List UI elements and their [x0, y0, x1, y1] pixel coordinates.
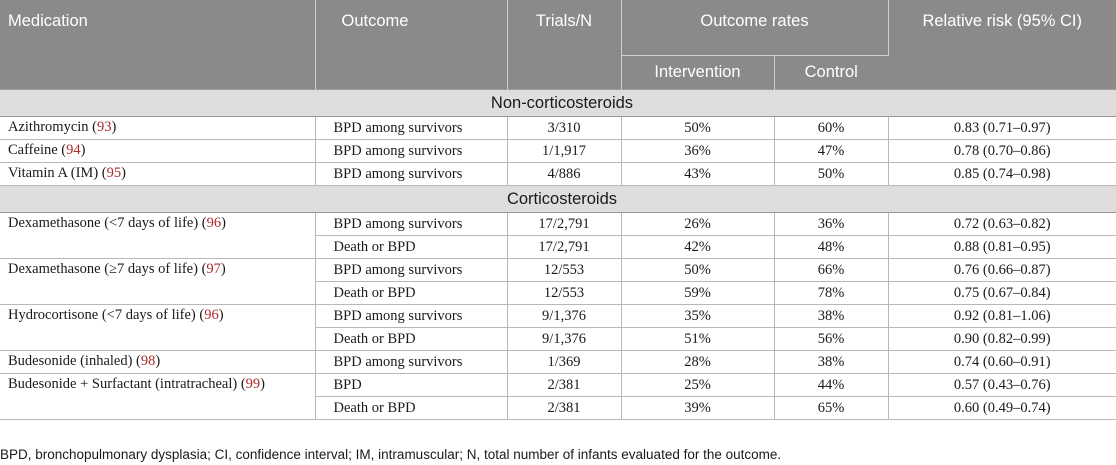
relative-risk-cell: 0.72 (0.63–0.82) [888, 213, 1116, 236]
intervention-cell: 28% [621, 351, 774, 374]
control-cell: 48% [774, 236, 888, 259]
header-control: Control [774, 56, 888, 90]
control-cell: 65% [774, 397, 888, 420]
relative-risk-cell: 0.83 (0.71–0.97) [888, 117, 1116, 140]
section-row [0, 90, 1116, 117]
intervention-cell: 59% [621, 282, 774, 305]
table-row [0, 213, 1116, 236]
trials-cell: 2/381 [507, 397, 621, 420]
intervention-cell: 36% [621, 140, 774, 163]
table-row [0, 117, 1116, 140]
control-cell: 47% [774, 140, 888, 163]
outcome-cell: BPD among survivors [315, 351, 507, 374]
outcome-cell: Death or BPD [315, 236, 507, 259]
reference-link[interactable]: 94 [66, 142, 81, 158]
header-outcome: Outcome [315, 0, 507, 90]
relative-risk-cell: 0.85 (0.74–0.98) [888, 163, 1116, 186]
outcome-cell: Death or BPD [315, 328, 507, 351]
control-cell: 38% [774, 351, 888, 374]
table-row [0, 163, 1116, 186]
medication-cell: Caffeine (94) [0, 140, 315, 163]
table-row [0, 259, 1116, 282]
medication-cell: Hydrocortisone (<7 days of life) (96) [0, 305, 315, 351]
header-intervention: Intervention [621, 56, 774, 90]
reference-link[interactable]: 98 [140, 353, 156, 369]
table-row [0, 305, 1116, 328]
reference-link[interactable]: 99 [245, 376, 261, 392]
control-cell: 38% [774, 305, 888, 328]
section-title: Non-corticosteroids [0, 90, 1116, 117]
reference-link[interactable]: 96 [204, 307, 219, 323]
table-body [0, 90, 1116, 420]
trials-cell: 9/1,376 [507, 328, 621, 351]
trials-cell: 1/369 [507, 351, 621, 374]
relative-risk-cell: 0.78 (0.70–0.86) [888, 140, 1116, 163]
reference-link[interactable]: 93 [97, 119, 112, 135]
trials-cell: 4/886 [507, 163, 621, 186]
relative-risk-cell: 0.92 (0.81–1.06) [888, 305, 1116, 328]
control-cell: 36% [774, 213, 888, 236]
medication-cell: Azithromycin (93) [0, 117, 315, 140]
trials-cell: 2/381 [507, 374, 621, 397]
trials-cell: 1/1,917 [507, 140, 621, 163]
reference-link[interactable]: 95 [106, 165, 122, 181]
medication-cell: Dexamethasone (≥7 days of life) (97) [0, 259, 315, 305]
intervention-cell: 43% [621, 163, 774, 186]
header-trials-n: Trials/N [507, 0, 621, 90]
trials-cell: 17/2,791 [507, 236, 621, 259]
control-cell: 50% [774, 163, 888, 186]
intervention-cell: 39% [621, 397, 774, 420]
medication-cell: Vitamin A (IM) (95) [0, 163, 315, 186]
table-row [0, 140, 1116, 163]
outcome-cell: BPD among survivors [315, 117, 507, 140]
section-title: Corticosteroids [0, 186, 1116, 213]
relative-risk-cell: 0.60 (0.49–0.74) [888, 397, 1116, 420]
outcome-cell: BPD among survivors [315, 213, 507, 236]
outcome-cell: BPD [315, 374, 507, 397]
intervention-cell: 50% [621, 259, 774, 282]
outcome-cell: BPD among survivors [315, 163, 507, 186]
control-cell: 44% [774, 374, 888, 397]
section-row [0, 186, 1116, 213]
control-cell: 56% [774, 328, 888, 351]
intervention-cell: 51% [621, 328, 774, 351]
control-cell: 78% [774, 282, 888, 305]
outcome-cell: BPD among survivors [315, 305, 507, 328]
header-relative-risk: Relative risk (95% CI) [888, 0, 1116, 90]
intervention-cell: 50% [621, 117, 774, 140]
relative-risk-cell: 0.74 (0.60–0.91) [888, 351, 1116, 374]
table-row [0, 374, 1116, 397]
reference-link[interactable]: 96 [206, 215, 222, 231]
header-outcome-rates: Outcome rates [621, 0, 888, 56]
relative-risk-cell: 0.75 (0.67–0.84) [888, 282, 1116, 305]
trials-cell: 3/310 [507, 117, 621, 140]
medication-cell: Dexamethasone (<7 days of life) (96) [0, 213, 315, 259]
table-footnote: BPD, bronchopulmonary dysplasia; CI, confidence interval; IM, intramuscular; N, total number of infants evaluated for the outcome. [0, 447, 782, 462]
trials-cell: 17/2,791 [507, 213, 621, 236]
control-cell: 66% [774, 259, 888, 282]
relative-risk-cell: 0.90 (0.82–0.99) [888, 328, 1116, 351]
intervention-cell: 42% [621, 236, 774, 259]
outcome-cell: BPD among survivors [315, 259, 507, 282]
relative-risk-cell: 0.76 (0.66–0.87) [888, 259, 1116, 282]
control-cell: 60% [774, 117, 888, 140]
medication-cell: Budesonide + Surfactant (intratracheal) (99) [0, 374, 315, 420]
table-row [0, 351, 1116, 374]
outcome-cell: BPD among survivors [315, 140, 507, 163]
outcome-cell: Death or BPD [315, 397, 507, 420]
trials-cell: 12/553 [507, 282, 621, 305]
medication-cell: Budesonide (inhaled) (98) [0, 351, 315, 374]
relative-risk-cell: 0.88 (0.81–0.95) [888, 236, 1116, 259]
intervention-cell: 25% [621, 374, 774, 397]
trials-cell: 12/553 [507, 259, 621, 282]
reference-link[interactable]: 97 [206, 261, 221, 277]
relative-risk-cell: 0.57 (0.43–0.76) [888, 374, 1116, 397]
outcome-cell: Death or BPD [315, 282, 507, 305]
trials-cell: 9/1,376 [507, 305, 621, 328]
intervention-cell: 26% [621, 213, 774, 236]
intervention-cell: 35% [621, 305, 774, 328]
header-medication: Medication [0, 0, 315, 90]
